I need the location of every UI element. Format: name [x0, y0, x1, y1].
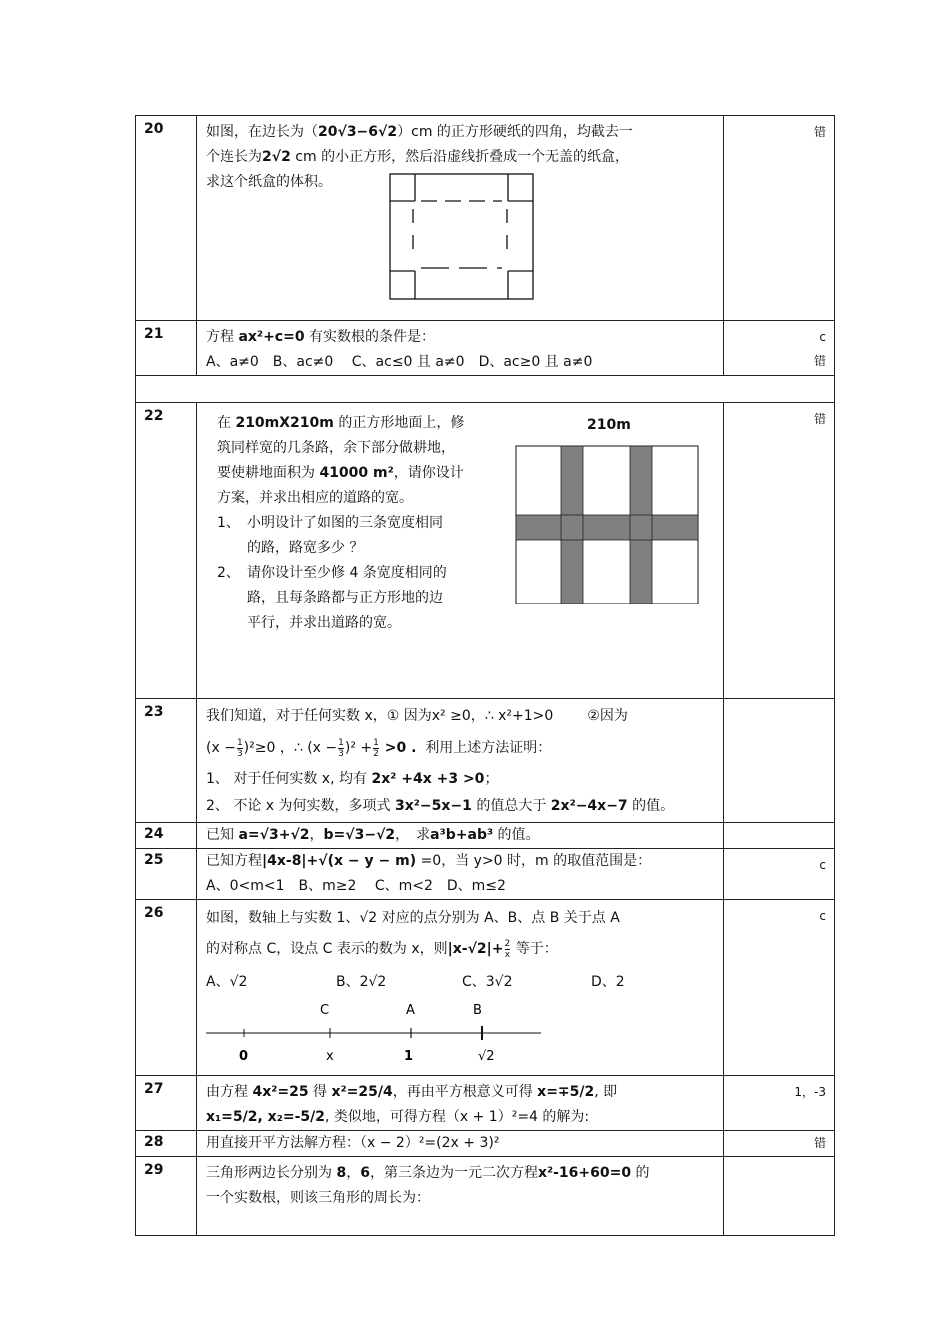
question-text-line: 要使耕地面积为 41000 m²，请你设计: [217, 465, 464, 481]
question-text-line: x₁=5/2, x₂=-5/2, 类似地，可得方程（x + 1）²=4 的解为:: [206, 1109, 590, 1125]
question-row-25: [136, 849, 835, 900]
question-row-21: [136, 321, 835, 376]
spacer-row: [136, 376, 835, 403]
sub-question-2: 2、 请你设计至少修 4 条宽度相同的: [217, 565, 447, 581]
question-table: [135, 115, 835, 1236]
question-options: A、a≠0 B、ac≠0 C、ac≤0 且 a≠0 D、ac≥0 且 a≠0: [206, 354, 593, 370]
question-number: 22: [136, 403, 197, 699]
question-body: [197, 1131, 724, 1157]
sub-question-2-cont: 平行，并求出道路的宽。: [247, 615, 401, 631]
question-number: 23: [136, 699, 197, 823]
answer-cell: [724, 321, 835, 376]
field-road-figure: [515, 445, 700, 607]
question-text-line: 已知 a=√3+√2，b=√3−√2， 求a³b+ab³ 的值。: [206, 827, 540, 843]
spacer-cell: [136, 376, 835, 403]
question-text-line: 我们知道，对于任何实数 x，① 因为x² ≥0，∴ x²+1>0 ②因为: [206, 708, 628, 724]
question-body: [197, 900, 724, 1076]
answer-cell: c: [724, 849, 835, 900]
question-text-line: (x − $\frac{1}{3}$ )²≥0 ，∴ (x − $\frac{1}{3}$ )² + $\frac{1}{2}$ >0 . 利用上述方法证明：: [206, 737, 552, 759]
answer-cell: 1，-3: [724, 1076, 835, 1131]
number-line-figure: [206, 1000, 556, 1070]
question-text-line: 用直接开平方法解方程：（x − 2）²=(2x + 3)²: [206, 1135, 500, 1151]
question-number: 25: [136, 849, 197, 900]
question-body: [197, 403, 724, 699]
svg-text:C: C: [320, 1003, 330, 1018]
question-body: [197, 1076, 724, 1131]
answer-cell: [724, 699, 835, 823]
question-text-line: 已知方程|4x-8|+√(x − y − m) =0，当 y>0 时，m 的取值范围是：: [206, 853, 652, 869]
question-row-26: [136, 900, 835, 1076]
question-text-line: 如图，数轴上与实数 1、√2 对应的点分别为 A、B、点 B 关于点 A: [206, 910, 620, 926]
question-number: 26: [136, 900, 197, 1076]
answer-choice: c: [819, 330, 826, 344]
svg-text:A: A: [406, 1003, 415, 1018]
svg-text:B: B: [473, 1003, 482, 1018]
question-body: [197, 116, 724, 321]
question-number: 21: [136, 321, 197, 376]
sub-question-2-cont: 路，且每条路都与正方形地的边: [247, 590, 443, 606]
answer-cell: c: [724, 900, 835, 1076]
sub-question-1-cont: 的路，路宽多少 ？: [247, 540, 364, 556]
sub-question-1: 1、 对于任何实数 x, 均有 2x² +4x +3 >0；: [206, 771, 499, 787]
question-number: 27: [136, 1076, 197, 1131]
question-row-24: [136, 823, 835, 849]
answer-cell: 错: [724, 116, 835, 321]
fraction: $\frac{1}{3}$: [338, 737, 344, 759]
question-body: [197, 699, 724, 823]
question-number: 28: [136, 1131, 197, 1157]
question-row-23: [136, 699, 835, 823]
question-row-22: [136, 403, 835, 699]
question-row-27: [136, 1076, 835, 1131]
question-body: [197, 849, 724, 900]
question-row-29: [136, 1157, 835, 1236]
question-number: 29: [136, 1157, 197, 1236]
question-number: 20: [136, 116, 197, 321]
svg-text:x: x: [326, 1049, 334, 1064]
answer-cell: 错: [724, 403, 835, 699]
question-text-line: 筑同样宽的几条路，余下部分做耕地，: [217, 440, 455, 456]
question-text-line: 如图，在边长为（20√3−6√2）cm 的正方形硬纸的四角，均截去一: [206, 124, 633, 140]
svg-text:1: 1: [404, 1049, 414, 1064]
question-text-line: 方案，并求出相应的道路的宽。: [217, 490, 413, 506]
question-row-20: [136, 116, 835, 321]
question-body: [197, 321, 724, 376]
question-body: [197, 823, 724, 849]
box-net-figure: [389, 173, 539, 303]
svg-text:0: 0: [239, 1049, 249, 1064]
svg-text:√2: √2: [478, 1049, 495, 1064]
sub-question-2: 2、 不论 x 为何实数，多项式 3x²−5x−1 的值总大于 2x²−4x−7 的值。: [206, 798, 675, 814]
sub-question-1: 1、 小明设计了如图的三条宽度相同: [217, 515, 443, 531]
question-text-line: 由方程 4x²=25 得 x²=25/4，再由平方根意义可得 x=∓5/2, 即: [206, 1084, 618, 1100]
fraction: $\frac{1}{2}$: [373, 737, 379, 759]
question-text-line: 方程 ax²+c=0 有实数根的条件是：: [206, 329, 436, 345]
question-text-line: 一个实数根，则该三角形的周长为：: [206, 1190, 430, 1206]
question-text-line: 求这个纸盒的体积。: [206, 174, 332, 190]
question-options: A、0<m<1 B、m≥2 C、m<2 D、m≤2: [206, 878, 506, 894]
field-size-label: 210m: [587, 417, 631, 433]
question-text-line: 个连长为2√2 cm 的小正方形，然后沿虚线折叠成一个无盖的纸盒，: [206, 149, 630, 165]
question-options: A、√2 B、2√2 C、3√2 D、2: [206, 974, 625, 990]
question-text-line: 在 210mX210m 的正方形地面上，修: [217, 415, 465, 431]
answer-mark: 错: [813, 354, 826, 368]
fraction: $\frac{2}{x}$: [504, 938, 511, 960]
question-text-line: 的对称点 C，设点 C 表示的数为 x，则|x-√2|+ $\frac{2}{x}$ 等于：: [206, 938, 558, 960]
answer-cell: [724, 823, 835, 849]
question-row-28: [136, 1131, 835, 1157]
answer-cell: 错: [724, 1131, 835, 1157]
fraction: $\frac{1}{3}$: [236, 737, 243, 759]
question-number: 24: [136, 823, 197, 849]
question-text-line: 三角形两边长分别为 8，6，第三条边为一元二次方程x²-16+60=0 的: [206, 1165, 650, 1181]
question-body: [197, 1157, 724, 1236]
answer-cell: [724, 1157, 835, 1236]
